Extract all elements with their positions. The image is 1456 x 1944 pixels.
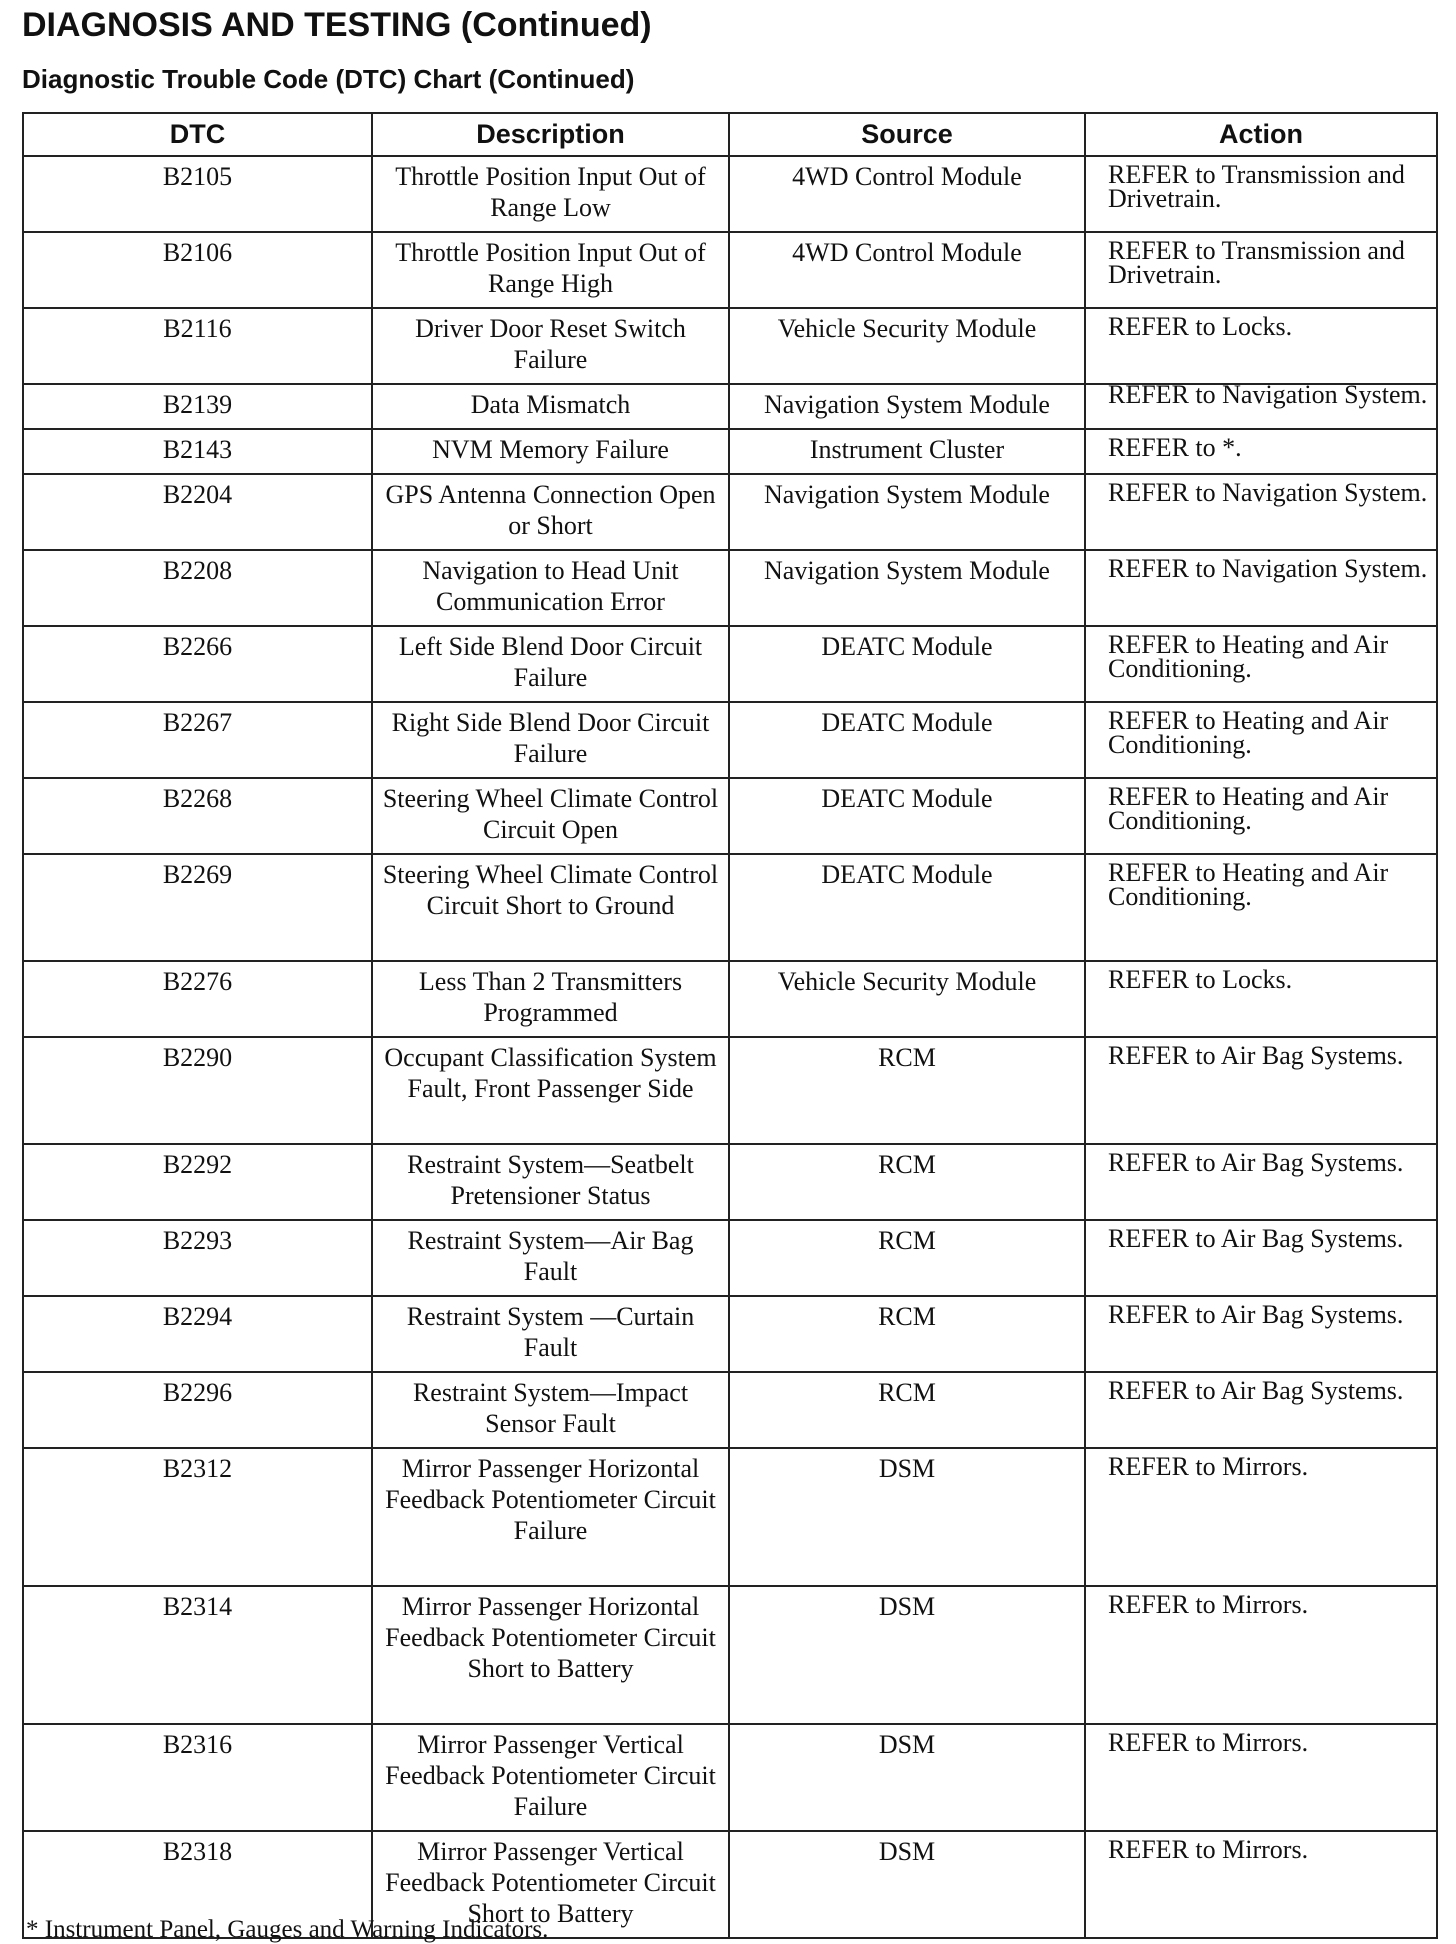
dtc-description: Navigation to Head Unit Communication Error xyxy=(372,550,729,626)
dtc-code: B2314 xyxy=(23,1586,372,1724)
dtc-action: REFER to Heating and Air Conditioning. xyxy=(1085,626,1437,702)
table-row xyxy=(23,1724,1437,1831)
dtc-action: REFER to Air Bag Systems. xyxy=(1085,1037,1437,1144)
dtc-description: Throttle Position Input Out of Range High xyxy=(372,232,729,308)
dtc-action: REFER to Navigation System. xyxy=(1085,550,1437,626)
table-row xyxy=(23,156,1437,232)
dtc-code: B2204 xyxy=(23,474,372,550)
dtc-description: Restraint System—Seatbelt Pretensioner Status xyxy=(372,1144,729,1220)
dtc-action: REFER to Mirrors. xyxy=(1085,1724,1437,1831)
dtc-code: B2266 xyxy=(23,626,372,702)
dtc-action: REFER to Navigation System. xyxy=(1085,384,1437,429)
dtc-action: REFER to Transmission and Drivetrain. xyxy=(1085,232,1437,308)
page-title: DIAGNOSIS AND TESTING (Continued) xyxy=(22,6,652,44)
dtc-chart-table xyxy=(22,112,1438,1939)
dtc-source: DSM xyxy=(729,1448,1085,1586)
dtc-description: Driver Door Reset Switch Failure xyxy=(372,308,729,384)
table-row xyxy=(23,1372,1437,1448)
table-row xyxy=(23,429,1437,474)
dtc-source: RCM xyxy=(729,1144,1085,1220)
dtc-code: B2318 xyxy=(23,1831,372,1938)
table-row xyxy=(23,550,1437,626)
dtc-code: B2268 xyxy=(23,778,372,854)
dtc-action: REFER to Mirrors. xyxy=(1085,1448,1437,1586)
table-row xyxy=(23,626,1437,702)
dtc-source: Navigation System Module xyxy=(729,474,1085,550)
table-row xyxy=(23,384,1437,429)
table-row xyxy=(23,1144,1437,1220)
dtc-description: Data Mismatch xyxy=(372,384,729,429)
dtc-description: GPS Antenna Connection Open or Short xyxy=(372,474,729,550)
dtc-action: REFER to Air Bag Systems. xyxy=(1085,1144,1437,1220)
table-row xyxy=(23,308,1437,384)
table-row xyxy=(23,1448,1437,1586)
dtc-action: REFER to Mirrors. xyxy=(1085,1586,1437,1724)
dtc-description: Steering Wheel Climate Control Circuit Open xyxy=(372,778,729,854)
dtc-action: REFER to Heating and Air Conditioning. xyxy=(1085,702,1437,778)
dtc-code: B2316 xyxy=(23,1724,372,1831)
dtc-description: Mirror Passenger Vertical Feedback Potentiometer Circuit Short to Battery xyxy=(372,1831,729,1938)
dtc-code: B2293 xyxy=(23,1220,372,1296)
dtc-description: Mirror Passenger Vertical Feedback Potentiometer Circuit Failure xyxy=(372,1724,729,1831)
table-row xyxy=(23,702,1437,778)
column-header-dtc: DTC xyxy=(23,113,372,156)
column-header-source: Source xyxy=(729,113,1085,156)
dtc-code: B2139 xyxy=(23,384,372,429)
dtc-description: Restraint System —Curtain Fault xyxy=(372,1296,729,1372)
dtc-source: DEATC Module xyxy=(729,702,1085,778)
dtc-action: REFER to Air Bag Systems. xyxy=(1085,1372,1437,1448)
dtc-description: NVM Memory Failure xyxy=(372,429,729,474)
dtc-code: B2276 xyxy=(23,961,372,1037)
dtc-description: Less Than 2 Transmitters Programmed xyxy=(372,961,729,1037)
dtc-code: B2143 xyxy=(23,429,372,474)
dtc-source: RCM xyxy=(729,1296,1085,1372)
dtc-description: Left Side Blend Door Circuit Failure xyxy=(372,626,729,702)
dtc-source: DSM xyxy=(729,1724,1085,1831)
dtc-source: DEATC Module xyxy=(729,626,1085,702)
dtc-source: DEATC Module xyxy=(729,854,1085,961)
dtc-action: REFER to Navigation System. xyxy=(1085,474,1437,550)
table-row xyxy=(23,854,1437,961)
table-row xyxy=(23,1037,1437,1144)
dtc-source: Navigation System Module xyxy=(729,550,1085,626)
dtc-source: RCM xyxy=(729,1220,1085,1296)
dtc-code: B2267 xyxy=(23,702,372,778)
table-row xyxy=(23,778,1437,854)
table-row xyxy=(23,1296,1437,1372)
dtc-description: Occupant Classification System Fault, Front Passenger Side xyxy=(372,1037,729,1144)
dtc-action: REFER to Air Bag Systems. xyxy=(1085,1296,1437,1372)
footnote: * Instrument Panel, Gauges and Warning Indicators. xyxy=(26,1916,549,1943)
table-row xyxy=(23,1220,1437,1296)
dtc-source: 4WD Control Module xyxy=(729,232,1085,308)
dtc-code: B2106 xyxy=(23,232,372,308)
dtc-source: Navigation System Module xyxy=(729,384,1085,429)
column-header-description: Description xyxy=(372,113,729,156)
dtc-description: Steering Wheel Climate Control Circuit Short to Ground xyxy=(372,854,729,961)
dtc-source: Instrument Cluster xyxy=(729,429,1085,474)
table-row xyxy=(23,232,1437,308)
dtc-action: REFER to Locks. xyxy=(1085,961,1437,1037)
table-title: Diagnostic Trouble Code (DTC) Chart (Continued) xyxy=(22,64,635,94)
table-header-row xyxy=(23,113,1437,156)
column-header-action: Action xyxy=(1085,113,1437,156)
dtc-action: REFER to Heating and Air Conditioning. xyxy=(1085,854,1437,961)
dtc-description: Restraint System—Air Bag Fault xyxy=(372,1220,729,1296)
dtc-code: B2312 xyxy=(23,1448,372,1586)
dtc-source: RCM xyxy=(729,1372,1085,1448)
dtc-action: REFER to Mirrors. xyxy=(1085,1831,1437,1938)
dtc-action: REFER to Air Bag Systems. xyxy=(1085,1220,1437,1296)
dtc-code: B2105 xyxy=(23,156,372,232)
dtc-action: REFER to Heating and Air Conditioning. xyxy=(1085,778,1437,854)
dtc-source: Vehicle Security Module xyxy=(729,961,1085,1037)
dtc-description: Right Side Blend Door Circuit Failure xyxy=(372,702,729,778)
dtc-code: B2296 xyxy=(23,1372,372,1448)
dtc-action: REFER to Locks. xyxy=(1085,308,1437,384)
dtc-description: Restraint System—Impact Sensor Fault xyxy=(372,1372,729,1448)
dtc-code: B2116 xyxy=(23,308,372,384)
dtc-source: 4WD Control Module xyxy=(729,156,1085,232)
dtc-description: Throttle Position Input Out of Range Low xyxy=(372,156,729,232)
dtc-action: REFER to Transmission and Drivetrain. xyxy=(1085,156,1437,232)
dtc-code: B2290 xyxy=(23,1037,372,1144)
dtc-code: B2292 xyxy=(23,1144,372,1220)
dtc-source: DEATC Module xyxy=(729,778,1085,854)
dtc-description: Mirror Passenger Horizontal Feedback Potentiometer Circuit Short to Battery xyxy=(372,1586,729,1724)
dtc-code: B2269 xyxy=(23,854,372,961)
dtc-source: DSM xyxy=(729,1831,1085,1938)
dtc-code: B2208 xyxy=(23,550,372,626)
table-row xyxy=(23,474,1437,550)
dtc-code: B2294 xyxy=(23,1296,372,1372)
dtc-action: REFER to *. xyxy=(1085,429,1437,474)
table-row xyxy=(23,961,1437,1037)
dtc-source: DSM xyxy=(729,1586,1085,1724)
table-row xyxy=(23,1586,1437,1724)
dtc-source: Vehicle Security Module xyxy=(729,308,1085,384)
dtc-source: RCM xyxy=(729,1037,1085,1144)
dtc-description: Mirror Passenger Horizontal Feedback Potentiometer Circuit Failure xyxy=(372,1448,729,1586)
